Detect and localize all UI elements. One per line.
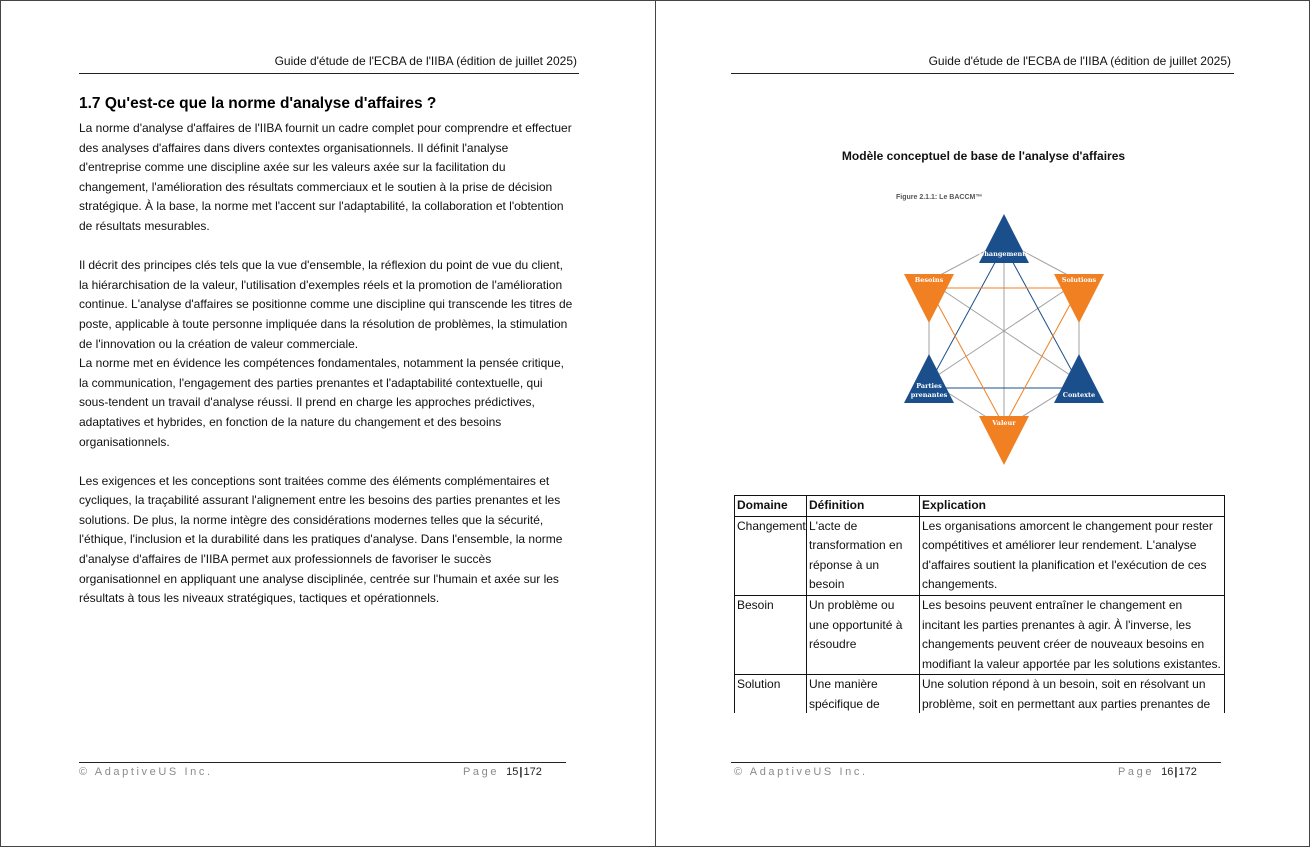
paragraph: La norme d'analyse d'affaires de l'IIBA fournit un cadre complet pour comprendre et effectuer des analyses d'affaires dans divers contextes organisationnels. Il définit l'analyse d'entreprise comme une discipline axée sur les valeurs axée sur la facilitation du changement, l'amélioration des résultats commerciaux et le soutien à la prise de décision stratégique. À la base, la norme met l'accent sur l'adaptabilité, la collaboration et l'obtention de résultats mesurables. — [79, 121, 572, 233]
node-label: Solutions — [1061, 276, 1097, 284]
page-separator: | — [519, 766, 523, 778]
paragraph: La norme met en évidence les compétences fondamentales, notamment la pensée critique, la communication, l'engagement des parties prenantes et l'adaptabilité contextuelle, qui sous-tendent un travail d'analyse réussi. Il prend en charge les approches prédictives, adaptatives et hybrides, en fonction de la nature du changement et des besoins organisationnels. — [79, 356, 564, 449]
node-label: Besoins — [914, 276, 944, 284]
header-rule — [79, 73, 579, 74]
column-header: Explication — [920, 496, 1225, 517]
table-row — [735, 595, 1225, 674]
table-clip — [656, 1, 1310, 713]
table-cell: Besoin — [735, 595, 807, 674]
table-row — [735, 516, 1225, 595]
column-header: Définition — [807, 496, 920, 517]
page-label: Page — [463, 766, 500, 778]
footer-rule — [731, 762, 1221, 763]
page-label: Page — [1118, 766, 1155, 778]
table-cell: L'acte de transformation en réponse à un besoin — [807, 516, 920, 595]
table-cell: Un problème ou une opportunité à résoudre — [807, 595, 920, 674]
definition-table — [734, 495, 1225, 713]
table-cell: Changement — [735, 516, 807, 595]
page-separator: | — [1174, 766, 1178, 778]
table-row — [735, 675, 1225, 713]
column-header: Domaine — [735, 496, 807, 517]
node-label: prenantes — [910, 391, 948, 399]
page-header: Guide d'étude de l'ECBA de l'IIBA (édition de juillet 2025) — [274, 54, 577, 68]
page-number: 16 — [1161, 766, 1174, 778]
node-label: Parties — [916, 382, 942, 390]
footer-copyright: © AdaptiveUS Inc. — [734, 766, 868, 778]
section-title: 1.7 Qu'est-ce que la norme d'analyse d'affaires ? — [79, 95, 437, 112]
footer-page-number — [1118, 766, 1197, 778]
table-cell: Solution — [735, 675, 807, 713]
page-number: 15 — [506, 766, 519, 778]
body-text — [79, 119, 573, 609]
page-total: 172 — [1178, 766, 1197, 778]
table-header-row — [735, 496, 1225, 517]
node-label: Contexte — [1062, 391, 1096, 399]
table-cell: Les organisations amorcent le changement pour rester compétitives et améliorer leur rendement. L'analyse d'affaires soutient la planification et l'exécution de ces changements. — [920, 516, 1225, 595]
right-page — [655, 0, 1310, 847]
paragraph: Il décrit des principes clés tels que la vue d'ensemble, la réflexion du point de vue du client, la hiérarchisation de la valeur, l'utilisation d'exemples réels et la promotion de l'amélioration continue. L'analyse d'affaires se positionne comme une discipline qui transcende les titres de poste, applicable à toute personne impliquée dans la résolution de problèmes, la stimulation de l'innovation ou la création de valeur commerciale. — [79, 258, 573, 351]
figure-title: Modèle conceptuel de base de l'analyse d'affaires — [841, 149, 1126, 163]
footer-rule — [79, 762, 566, 763]
page-header: Guide d'étude de l'ECBA de l'IIBA (édition de juillet 2025) — [928, 54, 1231, 68]
table-cell: Une manière spécifique de — [807, 675, 920, 713]
page-total: 172 — [523, 766, 542, 778]
figure-caption: Figure 2.1.1: Le BACCM™ — [896, 194, 983, 201]
table-cell: Une solution répond à un besoin, soit en résolvant un problème, soit en permettant aux parties prenantes de — [920, 675, 1225, 713]
footer-copyright: © AdaptiveUS Inc. — [79, 766, 213, 778]
table-cell: Les besoins peuvent entraîner le changement en incitant les parties prenantes à agir. À l'inverse, les changements peuvent créer de nouveaux besoins en modifiant la valeur apportée par les solutions existantes. — [920, 595, 1225, 674]
node-label: Changements — [979, 250, 1029, 258]
node-label: Valeur — [992, 419, 1016, 427]
paragraph: Les exigences et les conceptions sont traitées comme des éléments complémentaires et cycliques, la traçabilité assurant l'alignement entre les besoins des parties prenantes et les solutions. De plus, la norme intègre des considérations modernes telles que la sécurité, l'éthique, l'inclusion et la durabilité dans les pratiques d'analyse. Dans l'ensemble, la norme d'analyse d'affaires de l'IIBA permet aux professionnels de favoriser le succès organisationnel en appliquant une analyse disciplinée, centrée sur l'humain et axée sur les résultats à tous les niveaux stratégiques, tactiques et opérationnels. — [79, 473, 563, 606]
footer-page-number — [463, 766, 542, 778]
